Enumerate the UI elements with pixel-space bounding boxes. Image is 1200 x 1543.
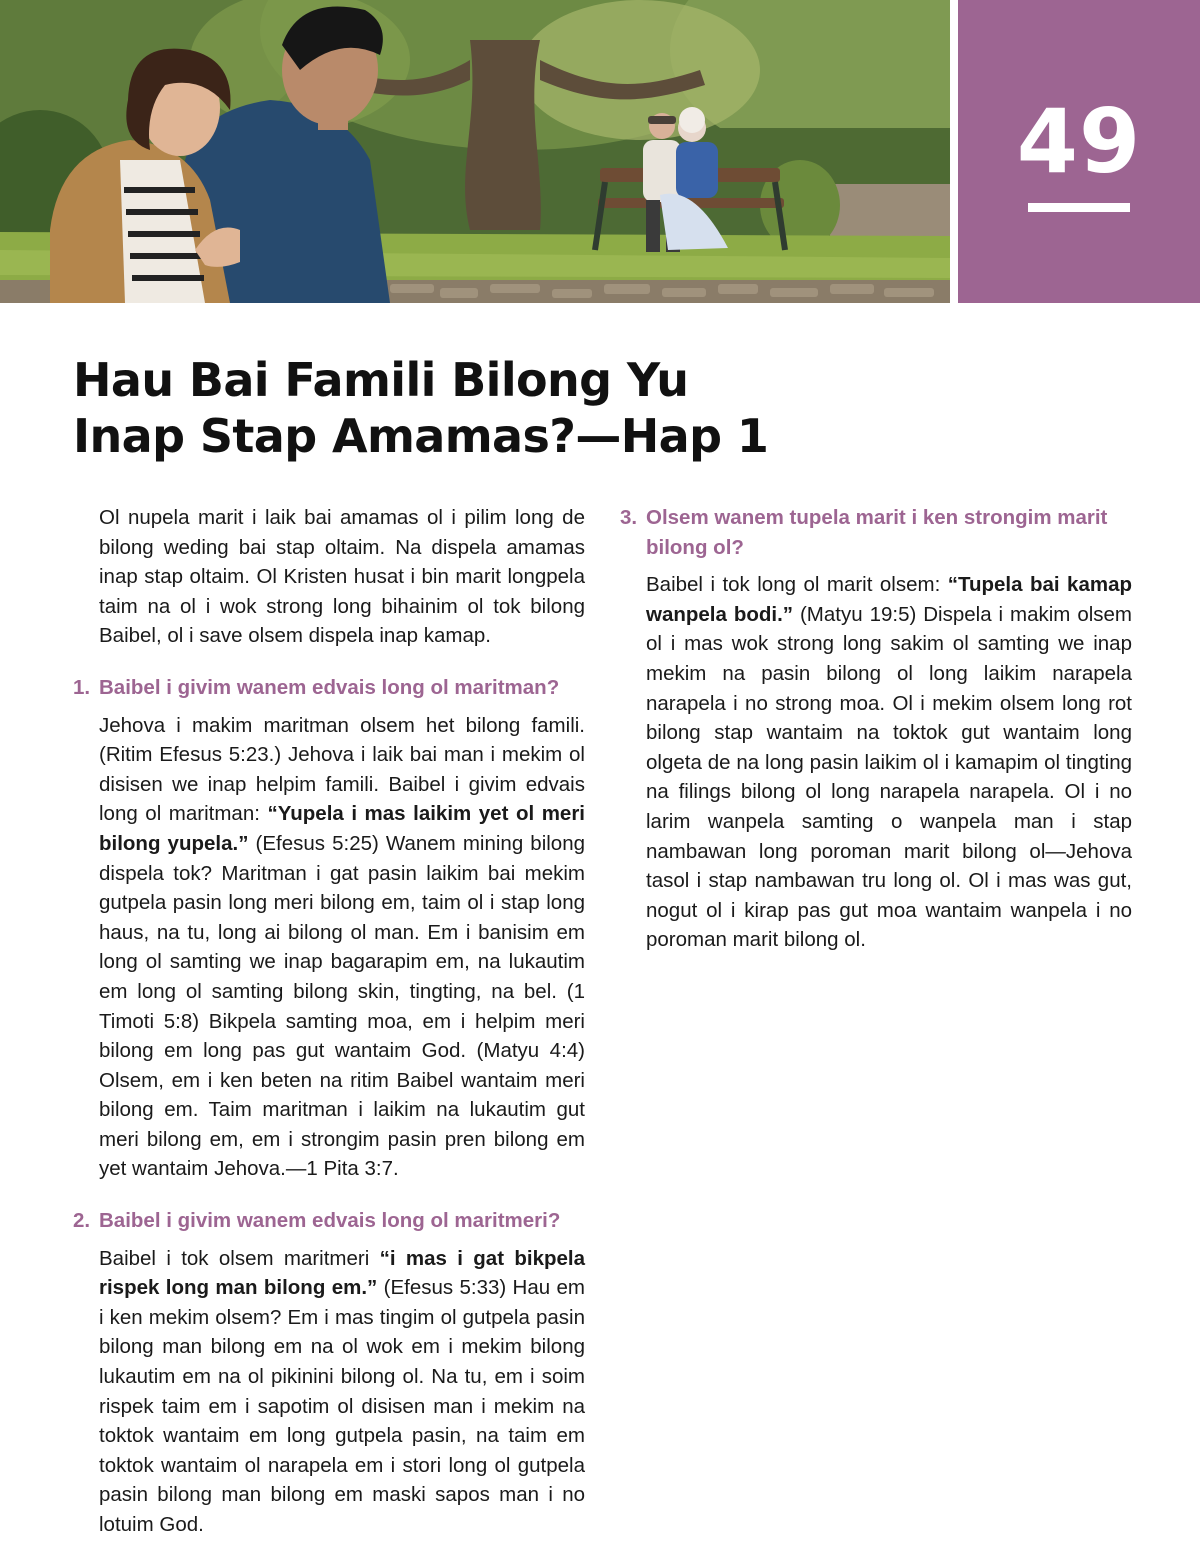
section-3-text-b: (Matyu 19:5) Dispela i makim olsem ol i mas wok strong long sakim ol samting we inap mekim na pasin bilong ol long laikim narapela narapela i no strong moa. Ol i mekim olsem long rot bilong stap wantaim na toktok gut wantaim long olgeta de na long pasin laikim ol i kamapim ol tingting na filings bilong ol long narapela narapela. Ol i no larim wanpela samting o wanpela man i stap nambawan long poroman marit bilong ol—Jehova tasol i stap nambawan tru long ol. Ol i mas was gut, nogut ol i kirap pas gut moa wantaim wanpela i no poroman marit bilong ol.: [646, 602, 1133, 952]
left-column: [73, 503, 585, 1540]
section-2-title: Baibel i givim wanem edvais long ol maritmeri?: [99, 1209, 561, 1233]
page-title: [73, 352, 893, 464]
section-3-title: Olsem wanem tupela marit i ken strongim marit bilong ol?: [646, 506, 1108, 559]
section-1-text-b: (Efesus 5:25) Wanem mining bilong dispela tok? Maritman i gat pasin laikim bai mekim gutpela pasin long meri bilong em, taim ol i stap long haus, na tu, long ai bilong ol man. Em i banisim em long ol samting we inap bagarapim em, na lukautim em long ol samting bilong skin, tingting, na bel. (1 Timoti 5:8) Bikpela samting moa, em i helpim meri bilong em long pas gut wantaim God. (Matyu 4:4) Olsem, em i ken beten na ritim Baibel wantaim meri bilong em. Taim maritman i laikim na lukautim gut meri bilong em, em i strongim pasin pren bilong em yet wantaim Jehova.—1 Pita 3:7.: [99, 831, 585, 1181]
section-3-quote: “Tupela bai kamap wanpela bodi.”: [646, 573, 1132, 626]
section-2-number: 2.: [73, 1209, 91, 1233]
title-line-2: Inap Stap Amamas?—Hap 1: [73, 409, 769, 463]
section-2-text-a: Baibel i tok olsem maritmeri: [99, 1246, 380, 1270]
section-3-text-a: Baibel i tok long ol marit olsem:: [646, 573, 948, 597]
section-1-heading: [73, 673, 585, 703]
park-couples-illustration: [0, 0, 950, 303]
intro-paragraph: Ol nupela marit i laik bai amamas ol i pilim long de bilong weding bai stap oltaim. Na dispela amamas inap stap oltaim. Ol Kristen husat i bin marit longpela taim na ol i wok strong long bihainim ol tok bilong Baibel, ol i save olsem dispela inap kamap.: [99, 506, 585, 648]
section-3-number: 3.: [620, 506, 638, 529]
title-line-1: Hau Bai Famili Bilong Yu: [73, 353, 689, 407]
section-1-text-a: Jehova i makim maritman olsem het bilong famili. (Ritim Efesus 5:23.) Jehova i laik bai man i mekim ol disisen we inap helpim famili. Baibel i givim edvais long ol maritman:: [99, 713, 585, 826]
right-column: [620, 503, 1132, 955]
section-2-heading: [73, 1206, 585, 1236]
section-1-quote: “Yupela i mas laikim yet ol meri bilong yupela.”: [99, 802, 585, 855]
section-3-body: [646, 570, 1132, 955]
header-photo: [0, 0, 950, 303]
section-2-quote: “i mas i gat bikpela rispek long man bilong em.”: [99, 1246, 585, 1300]
section-3-heading: [620, 503, 1132, 562]
chapter-underline: [1028, 203, 1130, 212]
section-2-body: [99, 1244, 585, 1540]
section-1-number: 1.: [73, 675, 91, 699]
section-1-body: [99, 711, 585, 1185]
section-2-text-b: (Efesus 5:33) Hau em i ken mekim olsem? Em i mas tingim ol gutpela pasin bilong man bilong em na ol wok em i mekim bilong lukautim em na ol pikinini bilong ol. Na tu, em i soim rispek taim em i sapotim ol disisen man i mekim na toktok wantaim em long gutpela pasin, na taim em toktok wantaim ol narapela em i stori long ol gutpela pasin bilong man bilong em maski sapos man i no lotuim God.: [99, 1276, 585, 1536]
chapter-number: 49: [1016, 90, 1142, 193]
chapter-badge: [958, 0, 1200, 303]
section-1-title: Baibel i givim wanem edvais long ol maritman?: [99, 675, 560, 699]
